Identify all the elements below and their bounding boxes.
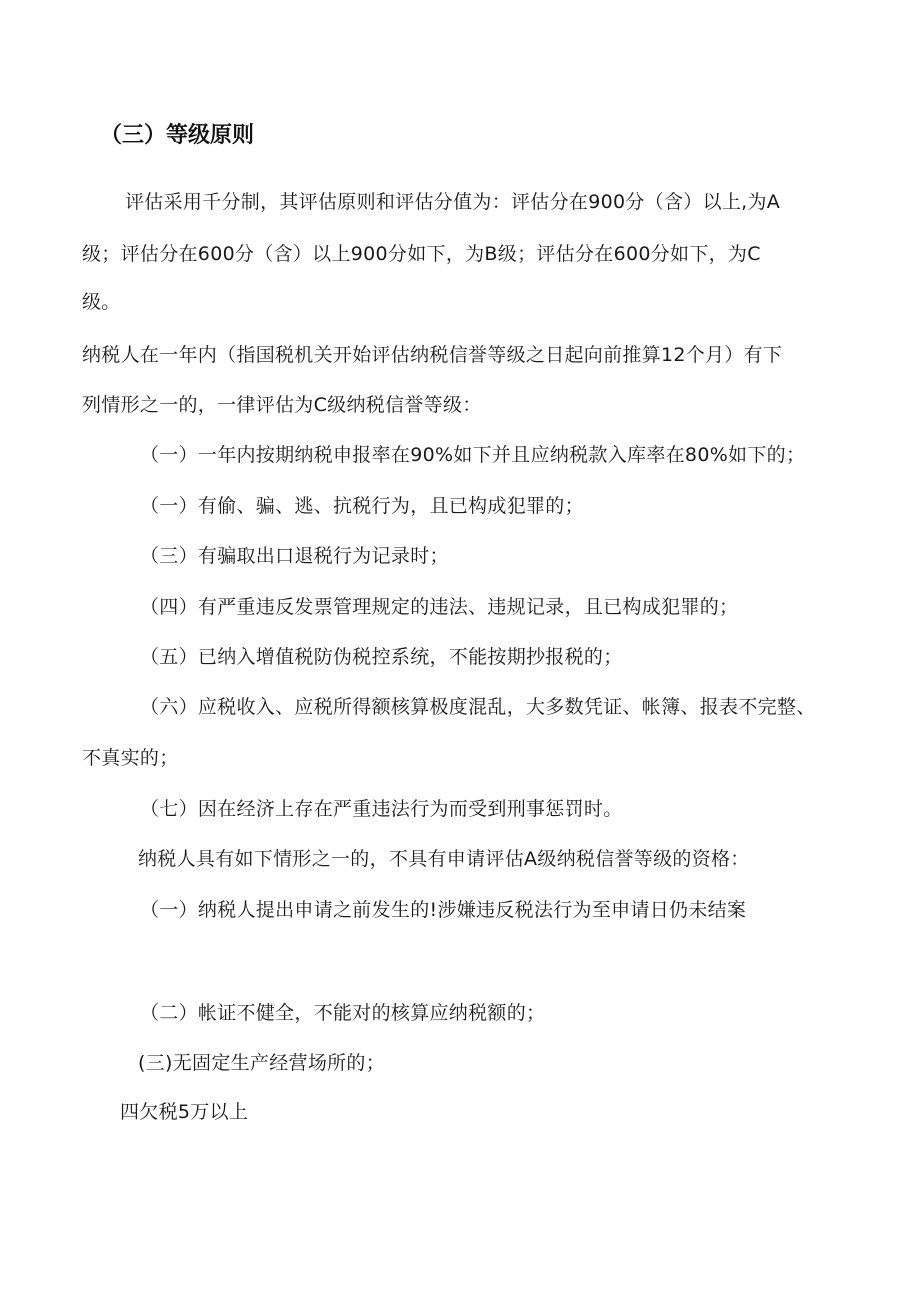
section-heading: （三）等级原则 [100, 123, 255, 148]
paragraph-line: 评估采用千分制，其评估原则和评估分值为：评估分在900分（含）以上,为A [125, 191, 781, 213]
list-item: （七）因在经济上存在严重违法行为而受到刑事惩罚时。 [140, 798, 623, 820]
list-item: 四欠税5万以上 [120, 1101, 249, 1123]
list-item: （一）有偷、骗、逃、抗税行为，且已构成犯罪的； [140, 495, 584, 517]
paragraph-line: 纳税人在一年内（指国税机关开始评估纳税信誉等级之日起向前推算12个月）有下 [82, 344, 783, 366]
list-item-continuation: 不真实的； [82, 747, 179, 769]
list-item: （六）应税收入、应税所得额核算极度混乱，大多数凭证、帐簿、报表不完整、 [140, 696, 816, 718]
paragraph-line: 级。 [82, 291, 121, 313]
list-item: （五）已纳入增值税防伪税控系统，不能按期抄报税的； [140, 646, 623, 668]
paragraph-line: 级；评估分在600分（含）以上900分如下，为B级；评估分在600分如下，为C [82, 243, 761, 265]
paragraph-line: 列情形之一的，一律评估为C级纳税信誉等级： [82, 394, 482, 416]
list-item: （一）纳税人提出申请之前发生的!涉嫌违反税法行为至申请日仍未结案 [140, 899, 747, 921]
list-item: （二）帐证不健全，不能对的核算应纳税额的； [140, 1002, 546, 1024]
list-item: （四）有严重违反发票管理规定的违法、违规记录，且已构成犯罪的； [140, 596, 739, 618]
list-item: (三)无固定生产经营场所的； [138, 1052, 386, 1074]
list-item: （一）一年内按期纳税申报率在90%如下并且应纳税款入库率在80%如下的； [140, 444, 806, 466]
list-item: （三）有骗取出口退税行为记录时； [140, 545, 449, 567]
paragraph-line: 纳税人具有如下情形之一的，不具有申请评估A级纳税信誉等级的资格： [138, 848, 750, 870]
